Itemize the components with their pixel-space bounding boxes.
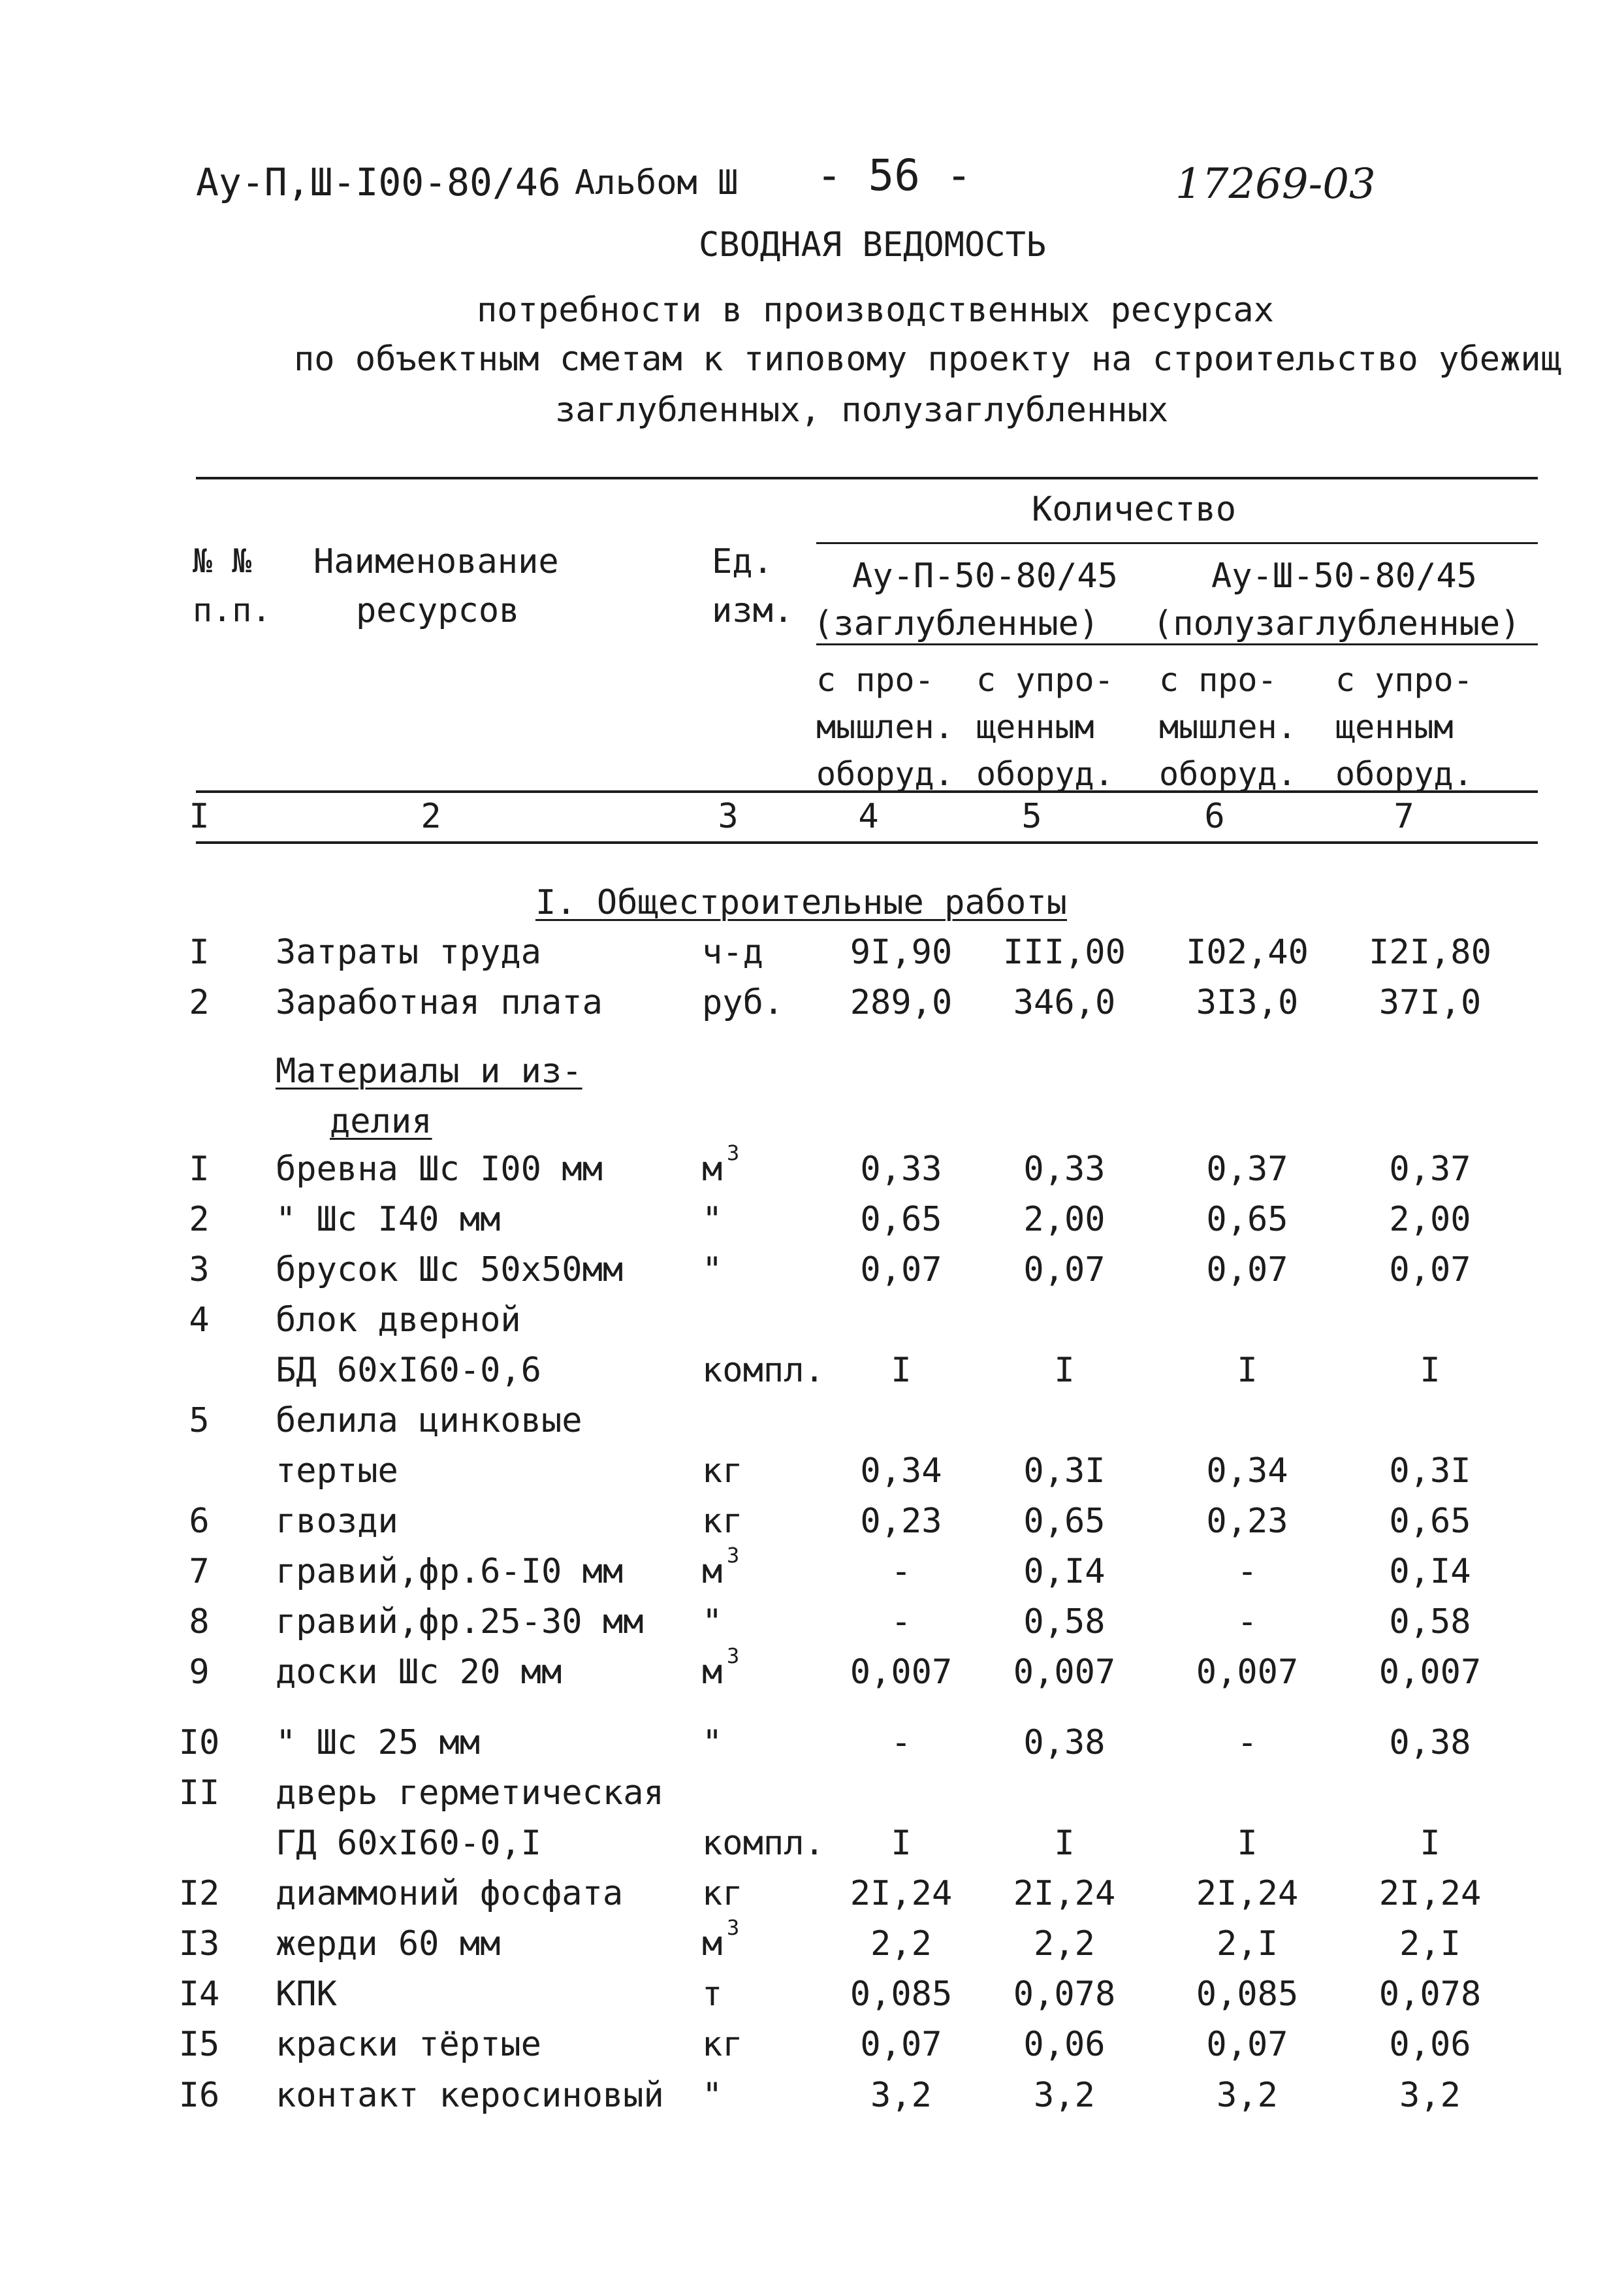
number-label: № №: [193, 542, 252, 580]
row-value: I: [891, 1351, 912, 1390]
row-value: 0,3I: [1389, 1451, 1471, 1491]
row-value: 3,2: [1034, 2076, 1095, 2115]
row-name: белила цинковые: [276, 1401, 582, 1440]
materials-subheading: Материалы и из-: [276, 1052, 582, 1091]
row-name: Заработная плата: [276, 983, 603, 1022]
row-number: 5: [189, 1401, 210, 1440]
row-value: 289,0: [850, 983, 953, 1022]
page-number: - 56 -: [816, 150, 972, 201]
column-number: 4: [858, 797, 879, 836]
table-top-rule: [196, 477, 1538, 479]
quantity-rule: [816, 542, 1538, 544]
row-value: 2,2: [1034, 1924, 1095, 1963]
row-name: тертые: [276, 1451, 398, 1491]
row-number: 2: [189, 983, 210, 1022]
table-row: [0, 1401, 1624, 1447]
unit-label: Ед.: [712, 542, 773, 581]
row-value: -: [1237, 1552, 1258, 1591]
album-label: Альбом Ш: [575, 163, 739, 202]
section-title: I. Общестроительные работы: [535, 883, 1067, 922]
sub-header-simplified-a: с упро- щенным оборуд.: [976, 661, 1114, 793]
table-row: [0, 1300, 1624, 1346]
row-name: ГД 60хI60-0,I: [276, 1824, 541, 1863]
title-line-2: по объектным сметам к типовому проекту на строительство убежищ: [294, 340, 1562, 379]
row-value: 0,085: [1196, 1975, 1299, 2014]
row-value: -: [891, 1723, 912, 1762]
row-number: I: [189, 933, 210, 972]
table-row: [0, 1773, 1624, 1819]
row-value: 0,06: [1389, 2025, 1471, 2064]
row-number: 9: [189, 1653, 210, 1692]
row-value: 9I,90: [850, 933, 953, 972]
row-name: дверь герметическая: [276, 1773, 664, 1813]
unit-label-2: изм.: [712, 591, 794, 630]
sub-header-industrial-b: с про- мышлен. оборуд.: [1159, 661, 1297, 793]
table-row: [0, 1602, 1624, 1648]
row-value: 0,33: [860, 1150, 942, 1189]
table-row: [0, 1502, 1624, 1547]
row-value: 0,007: [1378, 1653, 1482, 1692]
column-number: 3: [718, 797, 739, 836]
row-value: 2,00: [1023, 1200, 1106, 1239]
row-value: I02,40: [1186, 933, 1309, 972]
row-number: II: [178, 1773, 220, 1813]
row-value: 3I3,0: [1196, 983, 1299, 1022]
row-value: 2,I: [1217, 1924, 1278, 1963]
row-value: I: [891, 1824, 912, 1863]
row-value: I: [1420, 1824, 1441, 1863]
row-value: 3,2: [870, 2076, 932, 2115]
row-value: 0,33: [1023, 1150, 1106, 1189]
project-code: Ау-П,Ш-I00-80/46: [196, 160, 561, 204]
group-rule: [816, 643, 1538, 645]
row-value: 0,3I: [1023, 1451, 1106, 1491]
row-unit: кг: [702, 1874, 743, 1913]
row-value: 0,I4: [1389, 1552, 1471, 1591]
row-name: гравий,фр.25-30 мм: [276, 1602, 644, 1641]
row-unit: кг: [702, 1451, 743, 1491]
row-name: гвозди: [276, 1502, 398, 1541]
table-row: [0, 1140, 1624, 1195]
table-row: [0, 933, 1624, 978]
row-unit: компл.: [702, 1351, 825, 1390]
row-value: 346,0: [1013, 983, 1116, 1022]
unit-superscript: 3: [727, 1915, 740, 1940]
row-value: I2I,80: [1369, 933, 1491, 972]
unit-superscript: 3: [727, 1543, 740, 1568]
row-value: -: [891, 1602, 912, 1641]
row-value: 0,23: [1206, 1502, 1288, 1541]
row-number: I: [189, 1150, 210, 1189]
row-name: " Шс I40 мм: [276, 1200, 501, 1239]
row-name: Затраты труда: [276, 933, 541, 972]
row-value: 2,I: [1399, 1924, 1461, 1963]
row-unit: кг: [702, 2025, 743, 2064]
row-value: I: [1237, 1824, 1258, 1863]
row-unit: компл.: [702, 1824, 825, 1863]
row-value: 0,07: [1023, 1250, 1106, 1289]
document-number: 17269-03: [1175, 160, 1376, 208]
table-row: [0, 1351, 1624, 1397]
row-unit: ": [702, 1250, 723, 1289]
row-unit: м: [702, 1150, 723, 1189]
sub-header-industrial-a: с про- мышлен. оборуд.: [816, 661, 954, 793]
row-value: 0,007: [1013, 1653, 1116, 1692]
row-unit: м: [702, 1653, 723, 1692]
row-value: 0,I4: [1023, 1552, 1106, 1591]
row-number: 2: [189, 1200, 210, 1239]
row-value: 0,078: [1378, 1975, 1482, 2014]
row-value: III,00: [1003, 933, 1126, 972]
row-name: краски тёртые: [276, 2025, 541, 2064]
row-number: 6: [189, 1502, 210, 1541]
row-value: 2I,24: [1013, 1874, 1116, 1913]
row-unit: руб.: [702, 983, 784, 1022]
row-value: 0,38: [1023, 1723, 1106, 1762]
table-row: [0, 1643, 1624, 1698]
group-b-type: (полузаглубленные): [1153, 604, 1521, 643]
row-value: 0,65: [1023, 1502, 1106, 1541]
table-row: [0, 2025, 1624, 2071]
column-numbers-row: [0, 797, 1624, 843]
row-value: 0,58: [1389, 1602, 1471, 1641]
row-value: 2I,24: [1378, 1874, 1482, 1913]
table-row: [0, 1824, 1624, 1869]
table-row: [0, 983, 1624, 1029]
row-value: -: [1237, 1602, 1258, 1641]
row-value: 0,58: [1023, 1602, 1106, 1641]
column-number: 5: [1021, 797, 1042, 836]
column-number: I: [189, 797, 210, 836]
table-row: [0, 1874, 1624, 1920]
row-value: 0,07: [1206, 1250, 1288, 1289]
table-row: [0, 1915, 1624, 1970]
row-value: I: [1054, 1351, 1075, 1390]
row-unit: ч-д: [702, 933, 763, 972]
row-number: 8: [189, 1602, 210, 1641]
row-value: 0,07: [1206, 2025, 1288, 2064]
row-value: 3,2: [1399, 2076, 1461, 2115]
row-value: 0,007: [1196, 1653, 1299, 1692]
row-unit: м: [702, 1552, 723, 1591]
row-value: 0,07: [860, 2025, 942, 2064]
row-value: -: [1237, 1723, 1258, 1762]
table-row: [0, 1975, 1624, 2020]
row-value: 2,00: [1389, 1200, 1471, 1239]
row-number: I3: [178, 1924, 220, 1963]
row-number: I6: [178, 2076, 220, 2115]
row-number: I0: [178, 1723, 220, 1762]
row-name: КПК: [276, 1975, 337, 2014]
row-unit: ": [702, 2076, 723, 2115]
document-heading: СВОДНАЯ ВЕДОМОСТЬ: [699, 225, 1047, 265]
column-number: 2: [421, 797, 441, 836]
row-value: 37I,0: [1378, 983, 1482, 1022]
row-number: I4: [178, 1975, 220, 2014]
row-value: 3,2: [1217, 2076, 1278, 2115]
row-value: 2,2: [870, 1924, 932, 1963]
row-name: брусок Шс 50х50мм: [276, 1250, 624, 1289]
row-value: 0,37: [1206, 1150, 1288, 1189]
row-name: диаммоний фосфата: [276, 1874, 624, 1913]
row-value: I: [1420, 1351, 1441, 1390]
row-value: -: [891, 1552, 912, 1591]
row-value: 0,07: [860, 1250, 942, 1289]
row-unit: кг: [702, 1502, 743, 1541]
row-number: I5: [178, 2025, 220, 2064]
row-name: доски Шс 20 мм: [276, 1653, 562, 1692]
row-value: I: [1237, 1351, 1258, 1390]
name-label-2: ресурсов: [356, 591, 520, 630]
number-label-2: п.п.: [193, 591, 272, 629]
row-unit: ": [702, 1602, 723, 1641]
row-value: 2I,24: [1196, 1874, 1299, 1913]
title-line-3: заглубленных, полузаглубленных: [555, 391, 1169, 430]
name-label: Наименование: [313, 542, 559, 581]
row-number: 4: [189, 1300, 210, 1340]
row-value: 0,23: [860, 1502, 942, 1541]
row-name: гравий,фр.6-I0 мм: [276, 1552, 624, 1591]
unit-superscript: 3: [727, 1643, 740, 1668]
row-number: 7: [189, 1552, 210, 1591]
row-value: 0,06: [1023, 2025, 1106, 2064]
row-number: 3: [189, 1250, 210, 1289]
group-a-type: (заглубленные): [813, 604, 1100, 643]
sub-header-simplified-b: с упро- щенным оборуд.: [1335, 661, 1473, 793]
group-a-code: Ау-П-50-80/45: [852, 557, 1118, 596]
row-name: контакт керосиновый: [276, 2076, 664, 2115]
table-row: [0, 1250, 1624, 1296]
row-value: 0,65: [860, 1200, 942, 1239]
unit-superscript: 3: [727, 1140, 740, 1165]
row-value: 0,34: [860, 1451, 942, 1491]
table-row: [0, 1543, 1624, 1598]
row-unit: ": [702, 1200, 723, 1239]
column-number: 7: [1393, 797, 1414, 836]
row-value: I: [1054, 1824, 1075, 1863]
row-value: 0,078: [1013, 1975, 1116, 2014]
row-name: бревна Шс I00 мм: [276, 1150, 603, 1189]
table-row: [0, 1723, 1624, 1769]
row-unit: ": [702, 1723, 723, 1762]
materials-subheading-2: делия: [330, 1102, 432, 1141]
row-name: БД 60хI60-0,6: [276, 1351, 541, 1390]
row-value: 0,07: [1389, 1250, 1471, 1289]
row-value: 0,085: [850, 1975, 953, 2014]
row-unit: м: [702, 1924, 723, 1963]
row-value: 0,007: [850, 1653, 953, 1692]
title-line-1: потребности в производственных ресурсах: [477, 291, 1274, 330]
row-unit: т: [702, 1975, 723, 2014]
row-value: 0,37: [1389, 1150, 1471, 1189]
row-value: 0,38: [1389, 1723, 1471, 1762]
row-name: жерди 60 мм: [276, 1924, 501, 1963]
header-bottom-rule: [196, 790, 1538, 793]
column-number: 6: [1204, 797, 1225, 836]
row-name: блок дверной: [276, 1300, 521, 1340]
table-row: [0, 1200, 1624, 1246]
row-value: 0,34: [1206, 1451, 1288, 1491]
table-row: [0, 2076, 1624, 2122]
row-value: 2I,24: [850, 1874, 953, 1913]
table-row: [0, 1451, 1624, 1497]
row-value: 0,65: [1389, 1502, 1471, 1541]
group-b-code: Ау-Ш-50-80/45: [1211, 557, 1477, 596]
row-name: " Шс 25 мм: [276, 1723, 481, 1762]
row-value: 0,65: [1206, 1200, 1288, 1239]
column-numbers-rule: [196, 841, 1538, 844]
quantity-label: Количество: [1032, 490, 1237, 529]
row-number: I2: [178, 1874, 220, 1913]
